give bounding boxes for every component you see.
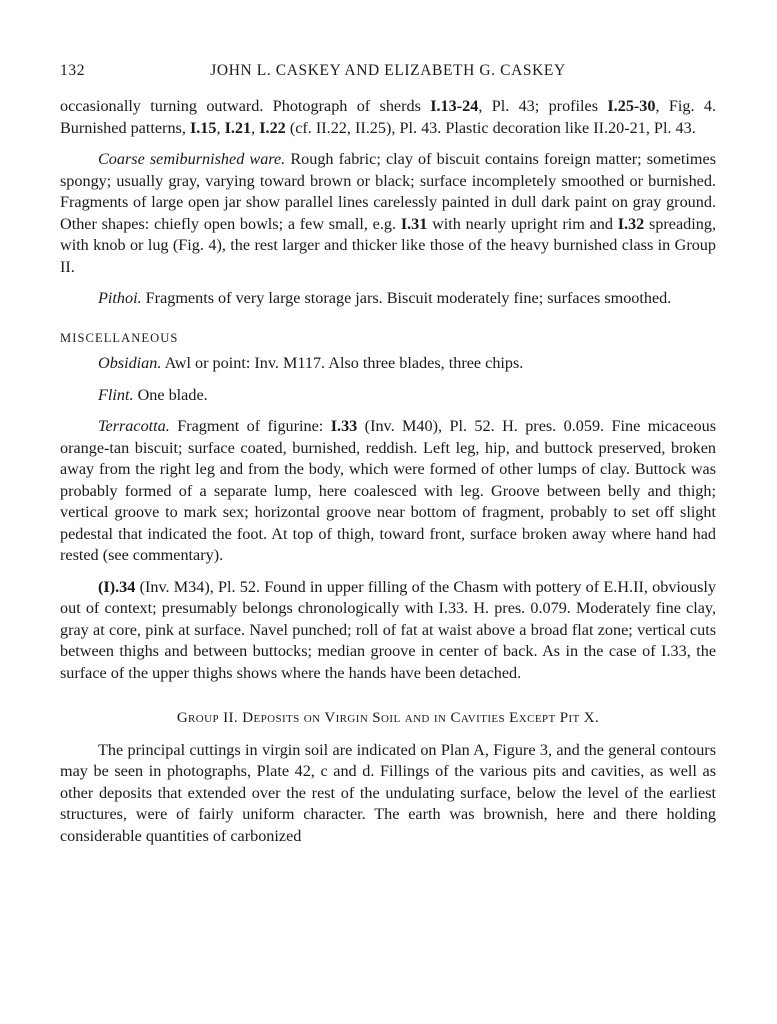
paragraph-flint xyxy=(60,385,716,407)
text-run: Rough fabric; clay of biscuit contains foreign matter; sometimes spongy; usually gray, varying toward brown or black; surface incompletely smoothed or burnished. Fragments of large open jar show parallel lines carelessly painted in dull dark paint on gray ground. Other shapes: chiefly open bowls; a few small, e.g. xyxy=(60,150,716,233)
material-title: Terracotta. xyxy=(98,417,170,435)
paragraph-coarse-ware xyxy=(60,149,716,278)
ware-title: Coarse semiburnished ware. xyxy=(98,150,286,168)
text-run: , Pl. 43; profiles xyxy=(478,97,608,115)
paragraph-pithoi xyxy=(60,288,716,310)
text-run: , xyxy=(216,118,225,137)
catalog-ref: I.13-24 xyxy=(430,97,479,115)
running-title: JOHN L. CASKEY AND ELIZABETH G. CASKEY xyxy=(210,62,566,79)
catalog-ref: I.22 xyxy=(259,118,286,137)
page-header xyxy=(60,62,716,86)
text-run: , xyxy=(251,118,260,137)
catalog-ref: I.32 xyxy=(617,214,645,233)
page-number: 132 xyxy=(60,62,86,79)
text-run: with nearly upright rim and xyxy=(427,214,618,233)
catalog-ref: I.31 xyxy=(400,214,428,233)
text-run: occasionally turning outward. Photograph of sherds xyxy=(60,97,431,115)
paragraph-group-ii xyxy=(60,740,716,848)
ware-title: Pithoi. xyxy=(98,289,142,307)
text-run: Fragment of figurine: xyxy=(169,417,331,435)
section-heading-miscellaneous: MISCELLANEOUS xyxy=(60,330,179,345)
catalog-ref: I.21 xyxy=(224,118,252,137)
material-title: Obsidian. xyxy=(98,354,162,372)
material-title: Flint. xyxy=(98,385,134,404)
text-run: (Inv. M40), Pl. 52. H. pres. 0.059. Fine micaceous orange-tan biscuit; surface coated, burnished, reddish. Left leg, hip, and buttock preserved, broken away from the right leg and from the body, which were formed of other lumps of clay. Buttock was probably formed of a separate lump, here coalesced with leg. Groove between belly and thigh; vertical groove to mark sex; horizontal groove near bottom of fragment, probably to set off slight pedestal that indicated the foot. At top of thigh, toward front, surface broken away where hand had rested (see commentary). xyxy=(60,417,717,564)
catalog-ref: I.25-30 xyxy=(607,97,656,115)
text-run: Fragments of very large storage jars. Biscuit moderately fine; surfaces smoothed. xyxy=(141,289,672,307)
catalog-ref: I.33 xyxy=(330,417,358,435)
catalog-ref: I.15 xyxy=(189,118,217,137)
paragraph-sherds xyxy=(60,96,716,139)
text-run: (Inv. M34), Pl. 52. Found in upper filling of the Chasm with pottery of E.H.II, obviously out of context; presumably belongs chronologically with I.33. H. pres. 0.079. Moderately fine clay, gray at core, pink at surface. Navel punched; roll of fat at waist above a broad flat zone; vertical cuts between thighs and between buttocks; median groove in center of back. As in the case of I.33, the surface of the upper thighs shows where the hands have been detached. xyxy=(60,577,716,682)
text-run: (cf. II.22, II.25), Pl. 43. Plastic decoration like II.20-21, Pl. 43. xyxy=(285,118,696,137)
paragraph-terracotta xyxy=(60,416,716,567)
text-run: spreading, with knob or lug (Fig. 4), the rest larger and thicker like those of the heavy burnished class in Group II. xyxy=(60,214,716,276)
text-run: , Fig. 4. Burnished patterns, xyxy=(60,97,716,137)
catalog-ref: (I).34 xyxy=(98,577,136,596)
main-text xyxy=(60,96,716,857)
group-heading: Group II. Deposits on Virgin Soil and in Cavities Except Pit X. xyxy=(176,710,600,726)
text-run: One blade. xyxy=(133,385,208,404)
paragraph-obsidian xyxy=(60,353,716,375)
text-run: Awl or point: Inv. M117. Also three blades, three chips. xyxy=(161,354,524,372)
paragraph-figurine-34 xyxy=(60,577,716,685)
text-run: The principal cuttings in virgin soil are indicated on Plan A, Figure 3, and the general contours may be seen in photographs, Plate 42, c and d. Fillings of the various pits and cavities, as well as other deposits that extended over the rest of the undulating surface, below the level of the earliest structures, were of fairly uniform character. The earth was brownish, here and there holding considerable quantities of carbonized xyxy=(60,740,716,845)
